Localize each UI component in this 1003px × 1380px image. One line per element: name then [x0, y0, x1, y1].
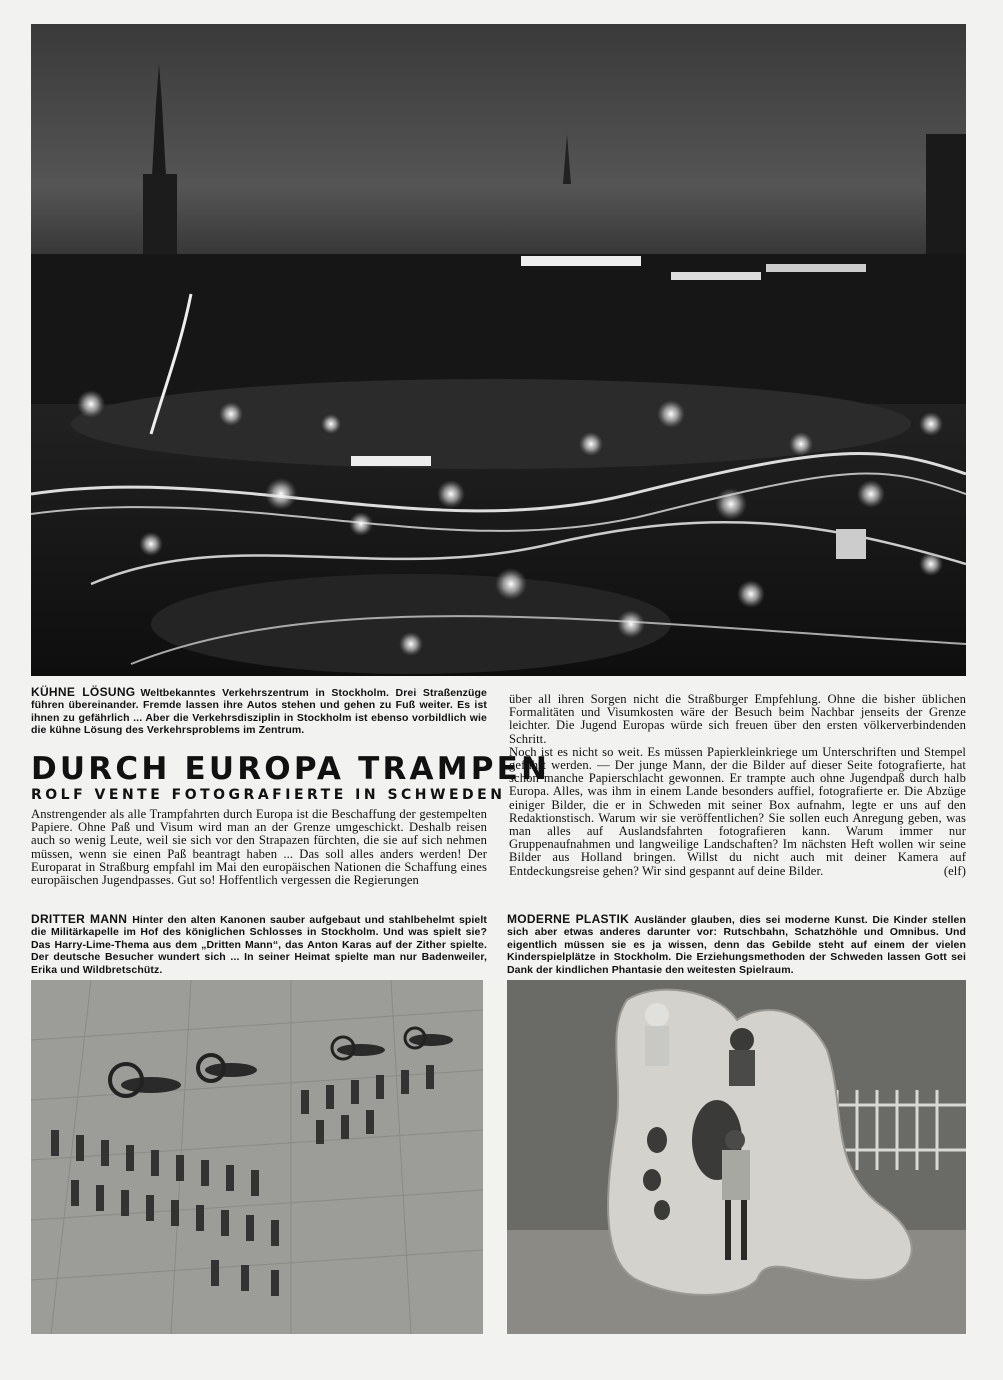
caption-text: Hinter den alten Kanonen sauber aufgebaut und stahlbehelmt spielt die Militärkapelle im Hof des königlichen Schlosses in Stockholm. Und was spielt sie? Das Harry-Lime-Thema aus dem „Dritten Mann“, das Anton Karas auf der Zither spielte. Der deutsche Besucher wundert sich ... In seiner Heimat spielte man nur Badenweiler, Erika und Wildbretschütz.: [31, 914, 487, 976]
caption-text: Weltbekanntes Verkehrszentrum in Stockholm. Drei Straßenzüge führen übereinander. Fremde lassen ihre Autos stehen und gehen zu Fuß weiter. Es ist ihnen zu gefährlich ... Aber die Verkehrsdisziplin in Stockholm ist ebenso vorbildlich wie die kühne Lösung des Verkehrsproblems im Zentrum.: [31, 687, 487, 737]
military-band-photo: [31, 980, 483, 1334]
stockholm-night-photo: [31, 24, 966, 676]
caption-heading: DRITTER MANN: [31, 912, 128, 926]
article-paragraph-1: über all ihren Sorgen nicht die Straßburger Empfehlung. Ohne die bisher üblichen Formalitäten und Visumkosten wäre der Besuch beim Nachbar jenseits der Grenze leichter. Die Jugend Europas würde sich freuen über den ersten völkerverbindenden Schritt.: [509, 692, 966, 746]
caption-military-band: [31, 913, 487, 976]
caption-modern-sculpture: [507, 913, 966, 976]
article-body-left: Anstrengender als alle Trampfahrten durch Europa ist die Beschaffung der gestempelten Papiere. Ohne Paß und Visum wird man an der Grenze umgeschickt. Deshalb reisen auch so wenig Leute, weil sie sich vor den Strapazen fürchten, die sie auf sich nehmen müssen, wenn sie einen Paß beantragt haben ... Das soll alles anders werden! Der Europarat in Straßburg empfahl im Mai den europäischen Nationen die Schaffung eines europäischen Jugendpasses. Gut so! Hoffentlich vergessen die Regierungen: [31, 807, 487, 888]
caption-traffic-center: [31, 686, 487, 737]
article-headline: DURCH EUROPA TRAMPEN: [31, 751, 551, 787]
caption-heading: MODERNE PLASTIK: [507, 912, 630, 926]
article-paragraph-2: Noch ist es nicht so weit. Es müssen Papierkleinkriege um Unterschriften und Stempel geführt werden. — Der junge Mann, der die Bilder auf dieser Seite fotografierte, hat schon manche Papierschlacht gewonnen. Er trampte auch ohne Jugendpaß durch halb Europa. Alles, was ihm in einem Lande besonders auffiel, fotografierte er. Die Abzüge einiger Bilder, die er in Schweden mit seiner Box aufnahm, legte er uns auf den Redaktionstisch. Warum wir sie veröffentlichen? Sie sollen euch Anregung geben, was man alles auf Auslandsfahrten fotografieren kann. Warum immer nur Gruppenaufnahmen und langweilige Landschaften? Im nächsten Heft wollen wir seine Bilder aus Holland bringen. Willst du nicht auch mit deiner Kamera auf Entdeckungsreise gehen? Wir sind gespannt auf deine Bilder.: [509, 744, 966, 878]
modern-sculpture-photo: [507, 980, 966, 1334]
caption-heading: KÜHNE LÖSUNG: [31, 685, 136, 699]
article-body-right: [509, 693, 966, 878]
caption-text: Ausländer glauben, dies sei moderne Kunst. Die Kinder stellen sich aber etwas anderes darunter vor: Rutschbahn, Schatzhöhle und Omnibus. Und eigentlich müssen sie es ja wissen, denn das Gebilde steht auf einem der vielen Kinderspielplätze in Stockholm. Die Erziehungsmethoden der Schweden lassen Gott sei Dank der kindlichen Phantasie den weitesten Spielraum.: [507, 914, 966, 976]
author-initials: (elf): [943, 863, 966, 878]
article-subheadline: ROLF VENTE FOTOGRAFIERTE IN SCHWEDEN: [31, 787, 506, 803]
